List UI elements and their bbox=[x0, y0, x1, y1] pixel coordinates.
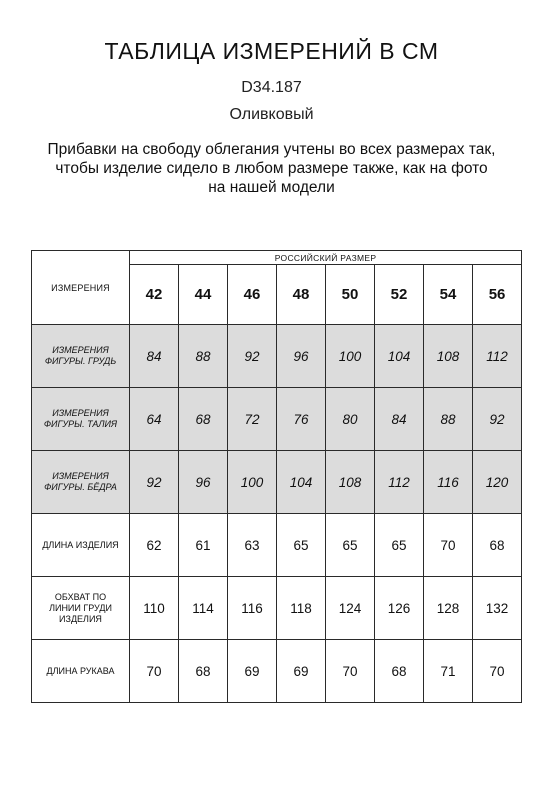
measurement-value: 69 bbox=[228, 640, 277, 703]
measurement-value: 88 bbox=[424, 388, 473, 451]
measurement-value: 118 bbox=[277, 577, 326, 640]
measurement-value: 116 bbox=[424, 451, 473, 514]
measurement-value: 65 bbox=[326, 514, 375, 577]
measurement-value: 92 bbox=[473, 388, 522, 451]
row-label-line: ДЛИНА РУКАВА bbox=[46, 665, 115, 676]
table-row bbox=[32, 325, 522, 388]
measurement-value: 65 bbox=[375, 514, 424, 577]
size-header: 52 bbox=[375, 265, 424, 325]
measurement-value: 68 bbox=[179, 640, 228, 703]
measurement-value: 124 bbox=[326, 577, 375, 640]
size-header: 46 bbox=[228, 265, 277, 325]
size-header: 54 bbox=[424, 265, 473, 325]
measurement-value: 70 bbox=[424, 514, 473, 577]
measurement-value: 65 bbox=[277, 514, 326, 577]
row-label bbox=[32, 640, 130, 703]
product-color: Оливковый bbox=[229, 106, 314, 123]
measurement-value: 71 bbox=[424, 640, 473, 703]
row-label-line: ОБХВАТ ПО bbox=[54, 591, 107, 602]
measurement-value: 132 bbox=[473, 577, 522, 640]
measurement-value: 84 bbox=[130, 325, 179, 388]
row-label-line: ЛИНИИ ГРУДИ bbox=[49, 602, 112, 613]
measurement-value: 68 bbox=[473, 514, 522, 577]
measurement-value: 92 bbox=[130, 451, 179, 514]
row-label bbox=[32, 388, 130, 451]
row-label-line: ИЗМЕРЕНИЯ bbox=[52, 408, 109, 418]
measurement-value: 104 bbox=[375, 325, 424, 388]
measurement-value: 80 bbox=[326, 388, 375, 451]
row-label-line: ДЛИНА ИЗДЕЛИЯ bbox=[42, 539, 119, 550]
table-row bbox=[32, 451, 522, 514]
table-row bbox=[32, 640, 522, 703]
table-row bbox=[32, 514, 522, 577]
row-label-line: ИЗДЕЛИЯ bbox=[59, 613, 102, 624]
table-header-row bbox=[32, 251, 522, 265]
measurement-value: 114 bbox=[179, 577, 228, 640]
measurement-value: 120 bbox=[473, 451, 522, 514]
fit-note-line: на нашей модели bbox=[208, 179, 335, 196]
product-code: D34.187 bbox=[241, 79, 302, 96]
row-label-line: ИЗМЕРЕНИЯ bbox=[52, 345, 109, 355]
measurement-value: 112 bbox=[473, 325, 522, 388]
measurement-value: 100 bbox=[326, 325, 375, 388]
row-label-line: ФИГУРЫ. ТАЛИЯ bbox=[43, 419, 118, 429]
row-label bbox=[32, 325, 130, 388]
measurement-value: 100 bbox=[228, 451, 277, 514]
measurement-value: 96 bbox=[179, 451, 228, 514]
measurement-value: 108 bbox=[424, 325, 473, 388]
measurement-value: 70 bbox=[473, 640, 522, 703]
measurement-value: 116 bbox=[228, 577, 277, 640]
measurement-value: 84 bbox=[375, 388, 424, 451]
size-group-label: РОССИЙСКИЙ РАЗМЕР bbox=[130, 251, 522, 265]
measurement-value: 70 bbox=[326, 640, 375, 703]
measurement-value: 68 bbox=[375, 640, 424, 703]
row-label-line: ИЗМЕРЕНИЯ bbox=[52, 471, 109, 481]
measurement-value: 68 bbox=[179, 388, 228, 451]
size-header: 48 bbox=[277, 265, 326, 325]
size-header: 56 bbox=[473, 265, 522, 325]
row-label bbox=[32, 577, 130, 640]
size-header: 42 bbox=[130, 265, 179, 325]
measurement-value: 69 bbox=[277, 640, 326, 703]
measurement-value: 126 bbox=[375, 577, 424, 640]
measurement-value: 112 bbox=[375, 451, 424, 514]
measurement-value: 63 bbox=[228, 514, 277, 577]
measurement-value: 128 bbox=[424, 577, 473, 640]
page-title: ТАБЛИЦА ИЗМЕРЕНИЙ В СМ bbox=[104, 38, 439, 64]
table-row bbox=[32, 577, 522, 640]
measurement-value: 108 bbox=[326, 451, 375, 514]
fit-note-line: Прибавки на свободу облегания учтены во всех размерах так, bbox=[47, 141, 496, 158]
measurement-value: 96 bbox=[277, 325, 326, 388]
corner-label: ИЗМЕРЕНИЯ bbox=[32, 251, 130, 325]
table-row bbox=[32, 388, 522, 451]
measurement-value: 72 bbox=[228, 388, 277, 451]
measurement-value: 76 bbox=[277, 388, 326, 451]
size-table bbox=[31, 250, 522, 703]
measurement-value: 110 bbox=[130, 577, 179, 640]
measurement-value: 61 bbox=[179, 514, 228, 577]
size-header: 44 bbox=[179, 265, 228, 325]
measurement-value: 92 bbox=[228, 325, 277, 388]
row-label-line: ФИГУРЫ. БЁДРА bbox=[44, 482, 117, 492]
fit-note bbox=[0, 140, 543, 197]
measurement-value: 104 bbox=[277, 451, 326, 514]
row-label-line: ФИГУРЫ. ГРУДЬ bbox=[44, 356, 117, 366]
fit-note-line: чтобы изделие сидело в любом размере также, как на фото bbox=[55, 160, 488, 177]
row-label bbox=[32, 514, 130, 577]
measurement-value: 62 bbox=[130, 514, 179, 577]
size-header: 50 bbox=[326, 265, 375, 325]
row-label bbox=[32, 451, 130, 514]
measurement-value: 70 bbox=[130, 640, 179, 703]
measurement-value: 64 bbox=[130, 388, 179, 451]
measurement-value: 88 bbox=[179, 325, 228, 388]
